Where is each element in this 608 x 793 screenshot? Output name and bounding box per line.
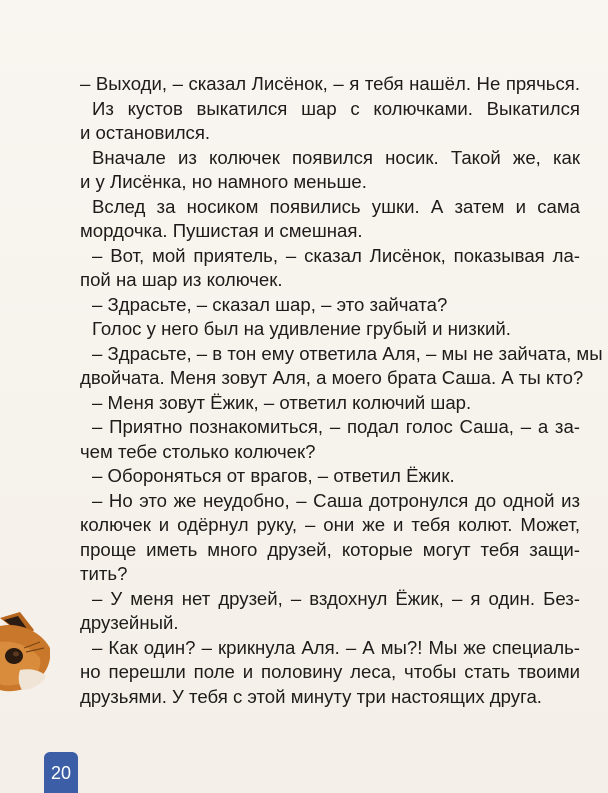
text-line: – У меня нет друзей, – вздохнул Ёжик, – я один. Без- — [92, 587, 580, 609]
text-line: Вслед за носиком появились ушки. А затем и сама — [92, 195, 580, 217]
text-line: чем тебе столько колючек? — [80, 440, 316, 462]
text-line: пой на шар из колючек. — [80, 269, 283, 290]
text-line: – Как один? – крикнула Аля. – А мы?! Мы же специаль- — [92, 636, 580, 658]
text-line: проще иметь много друзей, которые могут тебя защи- — [80, 538, 580, 560]
text-line: – Меня зовут Ёжик, – ответил колючий шар. — [92, 391, 472, 413]
fox-illustration — [0, 612, 50, 692]
text-line: Из кустов выкатился шар с колючками. Выкатился — [92, 97, 580, 119]
story-text — [80, 72, 603, 709]
text-line: – Здрасьте, – в тон ему ответила Аля, – мы не зайчата, мы — [92, 342, 603, 364]
text-line: друзьями. У тебя с этой минуту три настоящих друга. — [80, 685, 542, 707]
text-line: Голос у него был на удивление грубый и низкий. — [92, 318, 511, 339]
page-number-tab — [44, 752, 78, 793]
text-line: и остановился. — [80, 122, 211, 143]
text-line: и у Лисёнка, но намного меньше. — [80, 171, 367, 192]
text-line: – Вот, мой приятель, – сказал Лисёнок, показывая ла- — [92, 244, 580, 266]
text-line: мордочка. Пушистая и смешная. — [80, 220, 363, 241]
text-line: – Здрасьте, – сказал шар, – это зайчата? — [92, 293, 448, 315]
page-number: 20 — [50, 763, 72, 783]
text-line: друзейный. — [80, 612, 179, 633]
text-line: – Обороняться от врагов, – ответил Ёжик. — [92, 465, 455, 486]
text-line: Вначале из колючек появился носик. Такой же, как — [92, 146, 580, 168]
text-line: колючек и одёрнул руку, – они же и тебя колют. Может, — [80, 514, 580, 535]
text-line: но перешли поле и половину леса, чтобы стать твоими — [80, 661, 580, 682]
text-line: – Выходи, – сказал Лисёнок, – я тебя нашёл. Не прячься. — [80, 73, 580, 94]
text-line: двойчата. Меня зовут Аля, а моего брата Саша. А ты кто? — [80, 367, 584, 388]
text-line: – Приятно познакомиться, – подал голос Саша, – а за- — [92, 416, 580, 437]
text-line: – Но это же неудобно, – Саша дотронулся до одной из — [92, 489, 580, 511]
text-line: тить? — [80, 563, 128, 584]
